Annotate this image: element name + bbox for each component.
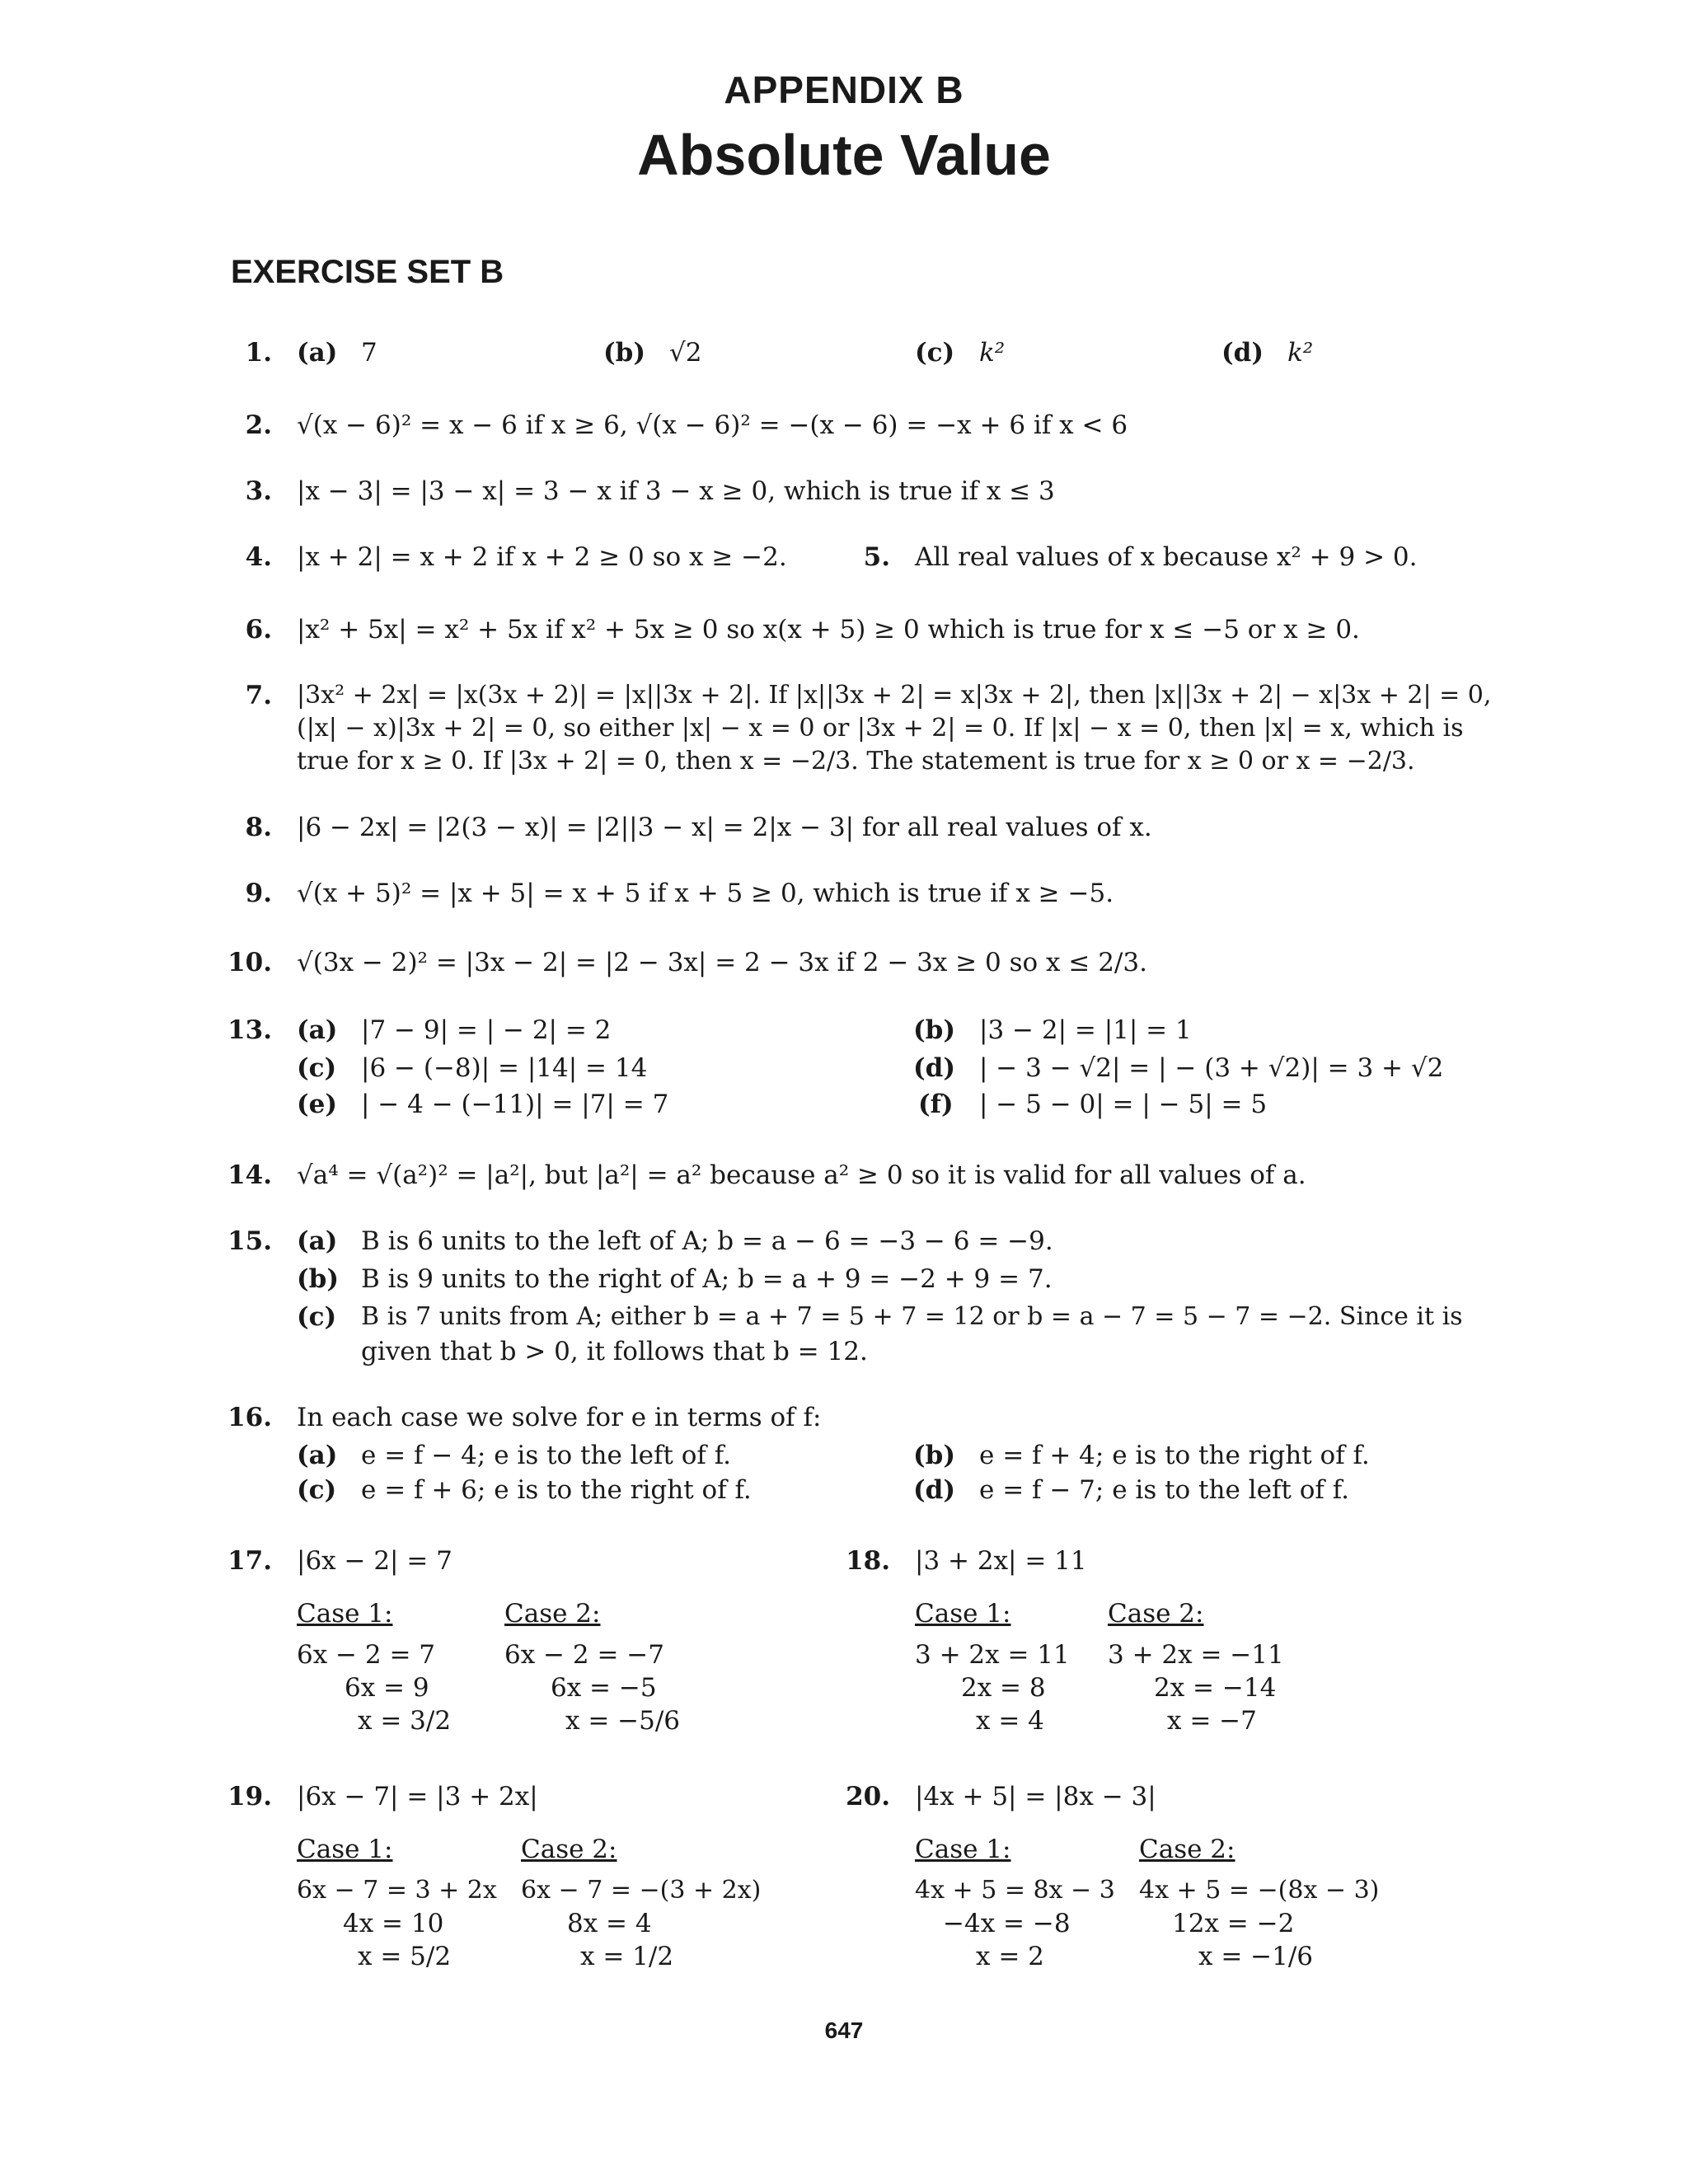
case-step: x = 5/2 [358,1942,452,1971]
appendix-label: APPENDIX B [724,68,964,111]
exercise-answer: All real values of x because x² + 9 > 0. [915,542,1418,572]
exercise-number: 17. [227,1546,272,1576]
exercise-answer-line: (|x| − x)|3x + 2| = 0, so either |x| − x = 0 or |3x + 2| = 0. If |x| − x = 0, then |x| = x, which is [297,714,1464,743]
exercise-answer: |x² + 5x| = x² + 5x if x² + 5x ≥ 0 so x(x + 5) ≥ 0 which is true for x ≤ −5 or x ≥ 0. [297,615,1360,644]
exercise-number: 1. [245,338,272,368]
case-step: 6x = 9 [345,1673,429,1703]
case-step: x = −1/6 [1198,1942,1314,1971]
case-heading: Case 2: [521,1835,617,1864]
exercise-number: 9. [245,879,272,908]
part-answer: 7 [361,338,377,368]
case-step: x = −7 [1167,1706,1257,1736]
part-answer-line: given that b > 0, it follows that b = 12. [361,1337,868,1366]
part-label: (b) [913,1441,956,1470]
part-label: (a) [297,1441,338,1470]
part-label: (a) [297,1226,338,1256]
case-step: x = 3/2 [358,1706,452,1736]
exercise-answer-line: |3x² + 2x| = |x(3x + 2)| = |x||3x + 2|. If |x||3x + 2| = x|3x + 2|, then |x||3x + 2| − x|3x + 2| = 0, [297,681,1492,710]
part-label: (c) [297,1302,337,1332]
case-heading: Case 1: [297,1835,393,1864]
case-step: 4x = 10 [343,1909,444,1938]
part-label: (a) [297,1015,338,1045]
part-label: (d) [913,1475,956,1505]
exercise-number: 16. [227,1403,272,1432]
part-answer: |7 − 9| = | − 2| = 2 [361,1015,612,1045]
part-label: (d) [913,1053,956,1083]
exercise-equation: |3 + 2x| = 11 [915,1546,1087,1576]
case-heading: Case 1: [915,1835,1011,1864]
part-label: (e) [297,1090,338,1119]
exercise-number: 15. [227,1226,272,1256]
part-answer: √2 [669,338,702,368]
part-answer: e = f − 7; e is to the left of f. [979,1475,1349,1505]
part-label: (b) [913,1015,956,1045]
exercise-answer: √(x − 6)² = x − 6 if x ≥ 6, √(x − 6)² = −(x − 6) = −x + 6 if x < 6 [297,410,1128,440]
case-heading: Case 2: [504,1599,601,1629]
case-heading: Case 1: [915,1599,1011,1629]
exercise-answer-line: true for x ≥ 0. If |3x + 2| = 0, then x = −2/3. The statement is true for x ≥ 0 or x = −2/3. [297,747,1415,776]
exercise-answer: √(3x − 2)² = |3x − 2| = |2 − 3x| = 2 − 3x if 2 − 3x ≥ 0 so x ≤ 2/3. [297,948,1147,977]
exercise-number: 20. [846,1782,890,1811]
exercise-number: 3. [245,476,272,506]
exercise-number: 14. [227,1160,272,1190]
exercise-number: 10. [227,948,272,977]
case-step: 6x = −5 [551,1673,657,1703]
part-answer: e = f + 6; e is to the right of f. [361,1475,752,1505]
case-step: 6x − 2 = −7 [504,1640,664,1670]
page-number: 647 [824,2018,864,2043]
exercise-equation: |6x − 7| = |3 + 2x| [297,1782,538,1811]
part-label: (b) [297,1264,340,1294]
exercise-intro: In each case we solve for e in terms of f: [297,1403,822,1432]
case-step: x = −5/6 [565,1706,681,1736]
part-answer: B is 6 units to the left of A; b = a − 6 = −3 − 6 = −9. [361,1226,1053,1256]
part-answer: k² [979,338,1006,368]
part-answer: |6 − (−8)| = |14| = 14 [361,1053,648,1083]
exercise-number: 7. [245,681,272,710]
exercise-number: 8. [245,813,272,842]
case-step: 4x + 5 = 8x − 3 [915,1876,1115,1905]
exercise-number: 6. [245,615,272,644]
part-answer: e = f + 4; e is to the right of f. [979,1441,1370,1470]
exercise-equation: |6x − 2| = 7 [297,1546,452,1576]
case-step: x = 2 [976,1942,1044,1971]
case-heading: Case 2: [1108,1599,1204,1629]
case-heading: Case 2: [1139,1835,1236,1864]
part-answer: |3 − 2| = |1| = 1 [979,1015,1192,1045]
exercise-number: 2. [245,410,272,440]
case-step: 3 + 2x = 11 [915,1640,1070,1670]
exercise-answer: √a⁴ = √(a²)² = |a²|, but |a²| = a² because a² ≥ 0 so it is valid for all values of a. [297,1160,1306,1190]
part-answer: k² [1287,338,1314,368]
case-step: 8x = 4 [567,1909,652,1938]
case-step: 6x − 7 = −(3 + 2x) [521,1876,762,1905]
section-heading: EXERCISE SET B [231,254,504,290]
part-label: (d) [1221,338,1264,368]
part-label: (c) [297,1053,337,1083]
part-answer-line: B is 7 units from A; either b = a + 7 = 5 + 7 = 12 or b = a − 7 = 5 − 7 = −2. Since it is [361,1302,1463,1331]
exercise-number: 18. [846,1546,890,1576]
exercise-number: 4. [245,542,272,572]
case-step: −4x = −8 [943,1909,1071,1938]
exercise-number: 19. [227,1782,272,1811]
exercise-answer: √(x + 5)² = |x + 5| = x + 5 if x + 5 ≥ 0, which is true if x ≥ −5. [297,879,1114,908]
part-answer: | − 5 − 0| = | − 5| = 5 [979,1090,1268,1119]
case-step: 2x = 8 [961,1673,1046,1703]
part-label: (a) [297,338,338,368]
case-step: 6x − 7 = 3 + 2x [297,1876,497,1905]
case-step: 4x + 5 = −(8x − 3) [1139,1876,1380,1905]
part-label: (f) [918,1090,954,1119]
exercise-answer: |x − 3| = |3 − x| = 3 − x if 3 − x ≥ 0, which is true if x ≤ 3 [297,476,1055,506]
exercise-answer: |x + 2| = x + 2 if x + 2 ≥ 0 so x ≥ −2. [297,542,787,572]
exercise-equation: |4x + 5| = |8x − 3| [915,1782,1156,1811]
exercise-number: 5. [863,542,890,572]
page-title: Absolute Value [637,123,1051,187]
part-answer: | − 4 − (−11)| = |7| = 7 [361,1090,669,1119]
case-step: x = 4 [976,1706,1044,1736]
part-label: (c) [915,338,955,368]
case-step: 2x = −14 [1154,1673,1277,1703]
exercise-number: 13. [227,1015,272,1045]
case-step: x = 1/2 [580,1942,674,1971]
part-answer: B is 9 units to the right of A; b = a + 9 = −2 + 9 = 7. [361,1264,1053,1294]
part-answer: | − 3 − √2| = | − (3 + √2)| = 3 + √2 [979,1053,1444,1083]
part-label: (b) [603,338,646,368]
part-label: (c) [297,1475,337,1505]
case-heading: Case 1: [297,1599,393,1629]
case-step: 12x = −2 [1172,1909,1295,1938]
part-answer: e = f − 4; e is to the left of f. [361,1441,731,1470]
case-step: 6x − 2 = 7 [297,1640,436,1670]
exercise-answer: |6 − 2x| = |2(3 − x)| = |2||3 − x| = 2|x − 3| for all real values of x. [297,813,1152,842]
case-step: 3 + 2x = −11 [1108,1640,1284,1670]
